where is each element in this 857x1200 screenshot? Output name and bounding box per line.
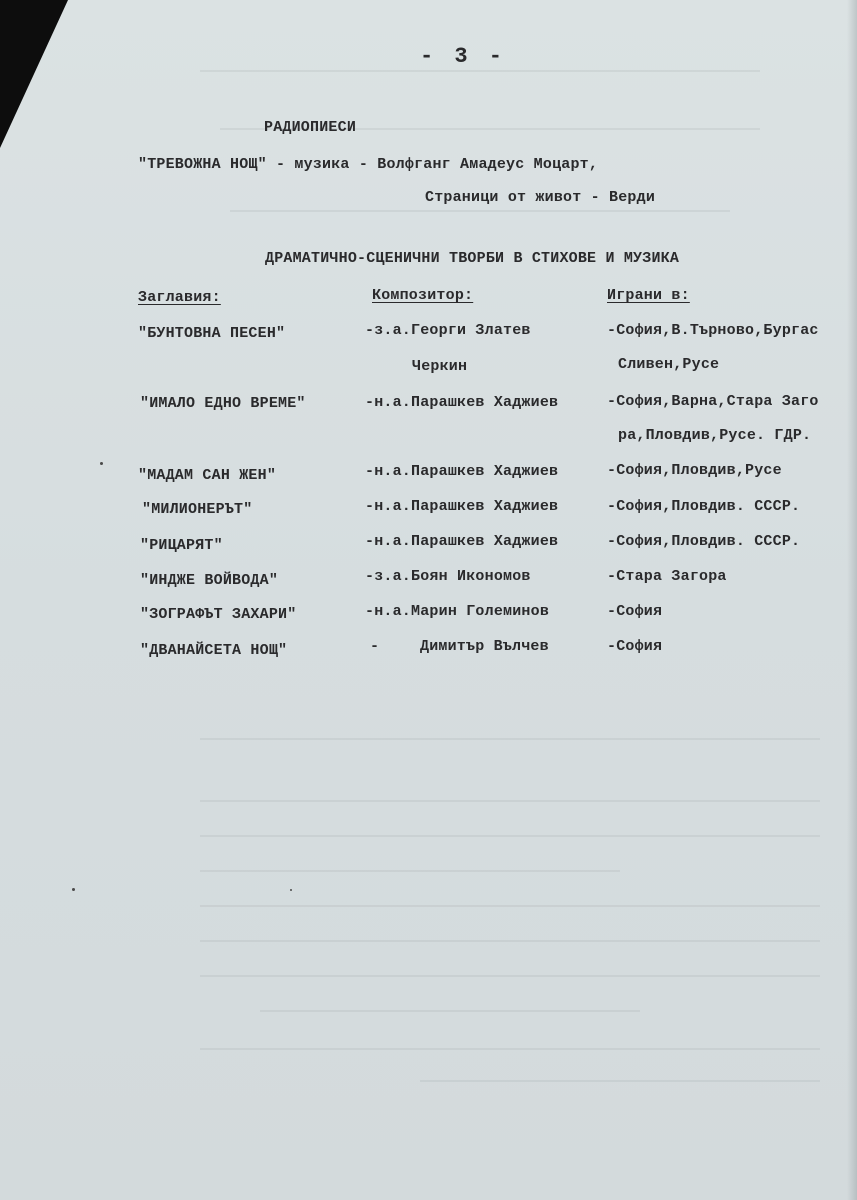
radio-play-line: "ТРЕВОЖНА НОЩ" - музика - Волфганг Амадеус Моцарт, — [138, 156, 599, 173]
column-header-title: Заглавия: — [138, 289, 221, 306]
table-cell-composer: -н.а.Парашкев Хаджиев — [365, 498, 559, 515]
table-cell-played: -София,Пловдив. СССР. — [607, 533, 801, 550]
table-cell-played: -София,Варна,Стара Заго — [607, 393, 819, 410]
bleed-through-line — [200, 1048, 820, 1050]
table-cell-composer: -н.а.Марин Големинов — [365, 603, 550, 620]
table-cell-title: "ДВАНАЙСЕТА НОЩ" — [140, 642, 288, 659]
table-cell-title: "ИНДЖЕ ВОЙВОДА" — [140, 572, 279, 589]
speck — [290, 889, 292, 891]
table-cell-played: -София — [607, 603, 663, 620]
bleed-through-line — [200, 870, 620, 872]
table-cell-played: -София,Пловдив,Русе — [607, 462, 782, 479]
column-header-played: Играни в: — [607, 287, 690, 304]
section-heading: ДРАМАТИЧНО-СЦЕНИЧНИ ТВОРБИ В СТИХОВЕ И МУЗИКА — [265, 250, 680, 267]
table-cell-composer: -з.а.Боян Икономов — [365, 568, 531, 585]
bleed-through-line — [260, 1010, 640, 1012]
bleed-through-line — [420, 1080, 820, 1082]
table-cell-composer: -н.а.Парашкев Хаджиев — [365, 463, 559, 480]
table-cell-played-cont: Сливен,Русе — [618, 356, 720, 373]
table-cell-title: "МАДАМ САН ЖЕН" — [138, 467, 277, 484]
table-cell-composer-dash: - — [370, 638, 380, 655]
bleed-through-line — [230, 210, 730, 212]
table-cell-played-cont: ра,Пловдив,Русе. ГДР. — [618, 427, 812, 444]
table-cell-composer-cont: Черкин — [412, 358, 468, 375]
scan-edge-shadow — [847, 0, 857, 1200]
table-cell-title: "РИЦАРЯТ" — [140, 537, 223, 554]
radio-plays-heading: РАДИОПИЕСИ — [264, 119, 357, 136]
table-cell-played: -София — [607, 638, 663, 655]
page-number: - 3 - — [420, 44, 507, 69]
table-cell-title: "БУНТОВНА ПЕСЕН" — [138, 325, 286, 342]
table-cell-composer: -н.а.Парашкев Хаджиев — [365, 394, 559, 411]
table-cell-played: -София,Пловдив. СССР. — [607, 498, 801, 515]
table-cell-title: "ЗОГРАФЪТ ЗАХАРИ" — [140, 606, 297, 623]
bleed-through-line — [200, 70, 760, 72]
table-cell-title: "МИЛИОНЕРЪТ" — [142, 501, 253, 518]
table-cell-played: -София,В.Търново,Бургас — [607, 322, 819, 339]
scan-corner-shadow — [0, 0, 68, 148]
bleed-through-line — [200, 940, 820, 942]
bleed-through-line — [200, 800, 820, 802]
radio-play-line-cont: Страници от живот - Верди — [425, 189, 656, 206]
table-cell-composer: -з.а.Георги Златев — [365, 322, 531, 339]
bleed-through-line — [200, 835, 820, 837]
table-cell-title: "ИМАЛО ЕДНО ВРЕМЕ" — [140, 395, 306, 412]
bleed-through-line — [200, 905, 820, 907]
table-cell-composer: -н.а.Парашкев Хаджиев — [365, 533, 559, 550]
speck — [100, 462, 103, 465]
table-cell-played: -Стара Загора — [607, 568, 727, 585]
column-header-composer: Композитор: — [372, 287, 474, 304]
table-cell-composer: Димитър Вълчев — [420, 638, 549, 655]
bleed-through-line — [200, 975, 820, 977]
bleed-through-line — [200, 738, 820, 740]
speck — [72, 888, 75, 891]
